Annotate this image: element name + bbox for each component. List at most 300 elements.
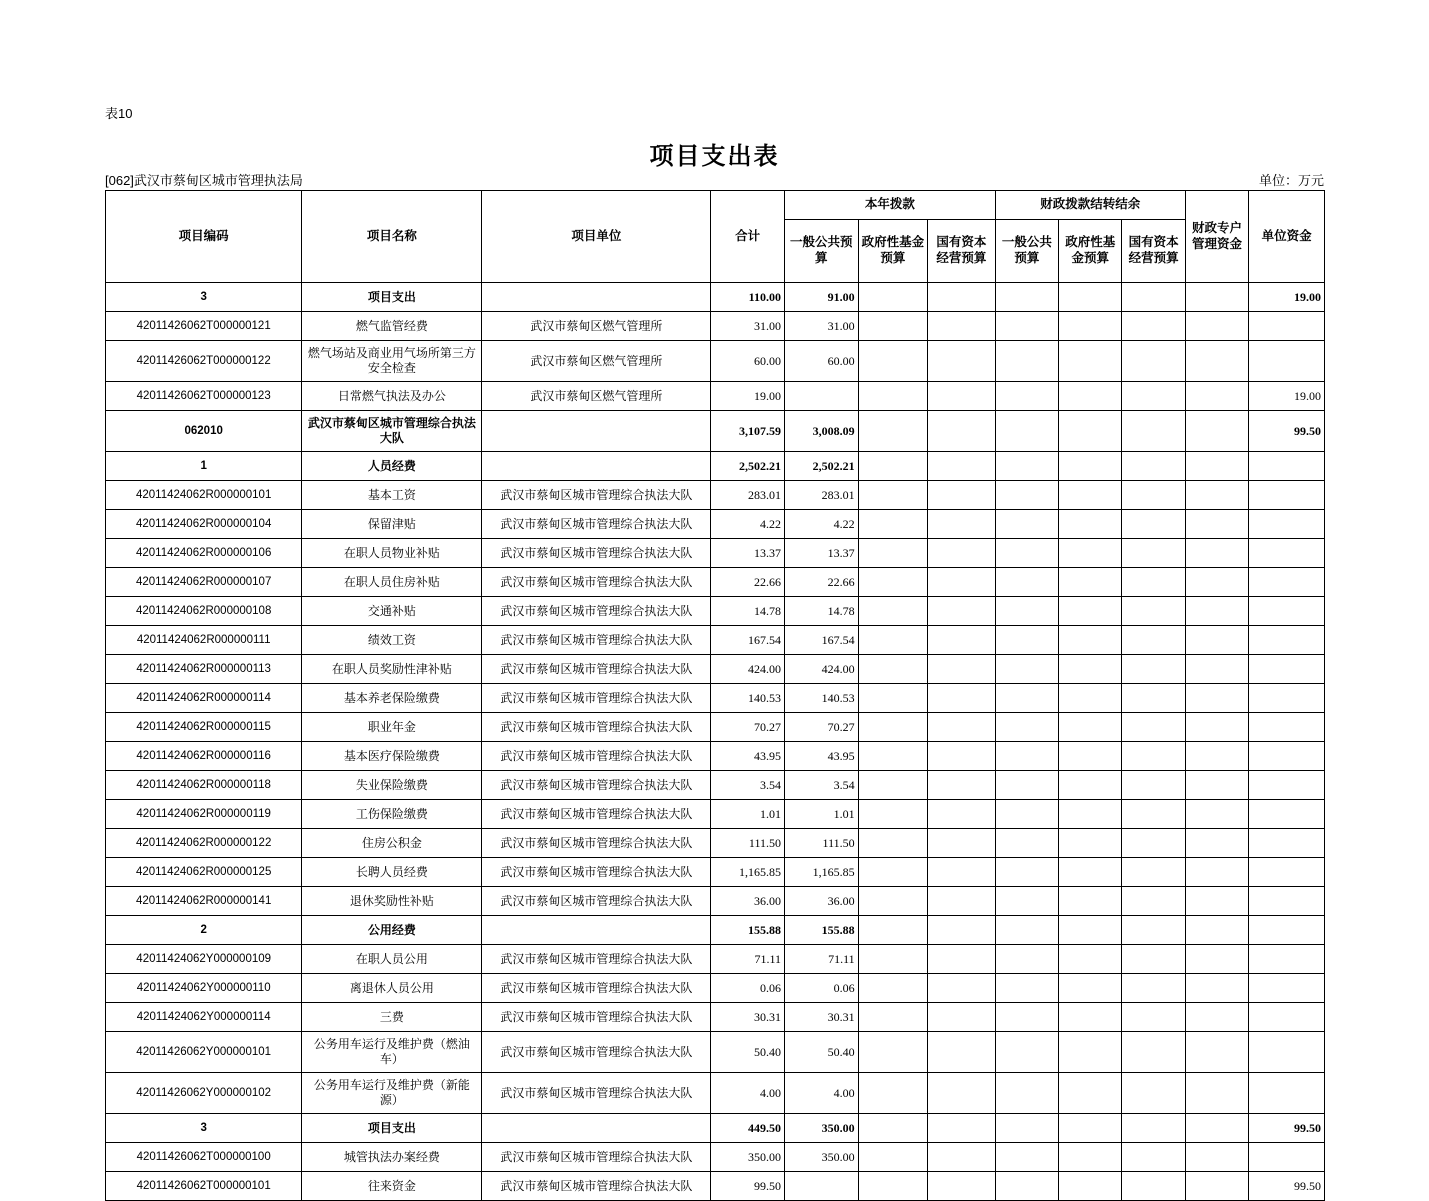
cell-soe-capital-budget-carryover [1122, 1073, 1185, 1114]
cell-soe-capital-budget [928, 568, 996, 597]
cell-gov-fund-budget [858, 1003, 928, 1032]
cell-project-name: 基本养老保险缴费 [302, 684, 482, 713]
cell-general-public-budget: 350.00 [785, 1114, 859, 1143]
cell-general-public-budget: 30.31 [785, 1003, 859, 1032]
cell-special-account [1185, 1003, 1248, 1032]
cell-general-public-budget-carryover [995, 713, 1058, 742]
cell-gov-fund-budget [858, 771, 928, 800]
cell-project-unit: 武汉市蔡甸区城市管理综合执法大队 [482, 1073, 711, 1114]
cell-total: 350.00 [711, 1143, 785, 1172]
cell-soe-capital-budget-carryover [1122, 568, 1185, 597]
cell-total: 1,165.85 [711, 858, 785, 887]
cell-soe-capital-budget [928, 510, 996, 539]
cell-project-unit: 武汉市蔡甸区城市管理综合执法大队 [482, 858, 711, 887]
cell-gov-fund-budget [858, 539, 928, 568]
cell-own-funds [1249, 1003, 1325, 1032]
cell-own-funds: 19.00 [1249, 283, 1325, 312]
table-row [106, 312, 1325, 341]
cell-general-public-budget-carryover [995, 829, 1058, 858]
cell-general-public-budget-carryover [995, 452, 1058, 481]
cell-project-unit: 武汉市蔡甸区城市管理综合执法大队 [482, 945, 711, 974]
cell-project-name: 人员经费 [302, 452, 482, 481]
cell-special-account [1185, 312, 1248, 341]
cell-gov-fund-budget-carryover [1059, 1003, 1122, 1032]
cell-project-code: 42011424062Y000000109 [106, 945, 302, 974]
cell-project-unit: 武汉市蔡甸区城市管理综合执法大队 [482, 713, 711, 742]
cell-total: 3.54 [711, 771, 785, 800]
table-row [106, 452, 1325, 481]
cell-soe-capital-budget-carryover [1122, 626, 1185, 655]
cell-gov-fund-budget [858, 916, 928, 945]
cell-project-unit: 武汉市蔡甸区城市管理综合执法大队 [482, 684, 711, 713]
cell-gov-fund-budget-carryover [1059, 742, 1122, 771]
cell-project-name: 项目支出 [302, 283, 482, 312]
cell-special-account [1185, 510, 1248, 539]
cell-total: 13.37 [711, 539, 785, 568]
cell-soe-capital-budget-carryover [1122, 829, 1185, 858]
cell-own-funds [1249, 742, 1325, 771]
cell-project-unit: 武汉市蔡甸区燃气管理所 [482, 341, 711, 382]
cell-general-public-budget-carryover [995, 1172, 1058, 1201]
cell-own-funds [1249, 1073, 1325, 1114]
cell-general-public-budget: 36.00 [785, 887, 859, 916]
cell-own-funds: 99.50 [1249, 1172, 1325, 1201]
cell-gov-fund-budget [858, 312, 928, 341]
cell-soe-capital-budget [928, 974, 996, 1003]
cell-total: 19.00 [711, 382, 785, 411]
cell-soe-capital-budget [928, 887, 996, 916]
cell-general-public-budget [785, 382, 859, 411]
cell-general-public-budget: 111.50 [785, 829, 859, 858]
cell-gov-fund-budget-carryover [1059, 411, 1122, 452]
cell-project-name: 绩效工资 [302, 626, 482, 655]
table-row [106, 481, 1325, 510]
cell-project-unit: 武汉市蔡甸区城市管理综合执法大队 [482, 800, 711, 829]
cell-total: 43.95 [711, 742, 785, 771]
cell-total: 14.78 [711, 597, 785, 626]
cell-soe-capital-budget-carryover [1122, 655, 1185, 684]
cell-gov-fund-budget-carryover [1059, 481, 1122, 510]
cell-gov-fund-budget [858, 713, 928, 742]
cell-gov-fund-budget [858, 1172, 928, 1201]
cell-own-funds: 19.00 [1249, 382, 1325, 411]
cell-project-unit: 武汉市蔡甸区城市管理综合执法大队 [482, 539, 711, 568]
cell-gov-fund-budget-carryover [1059, 887, 1122, 916]
cell-general-public-budget-carryover [995, 382, 1058, 411]
cell-general-public-budget: 140.53 [785, 684, 859, 713]
cell-project-name: 燃气监管经费 [302, 312, 482, 341]
cell-special-account [1185, 568, 1248, 597]
cell-project-unit [482, 452, 711, 481]
cell-gov-fund-budget [858, 1143, 928, 1172]
cell-general-public-budget-carryover [995, 626, 1058, 655]
cell-project-name: 在职人员奖励性津补贴 [302, 655, 482, 684]
cell-project-unit: 武汉市蔡甸区城市管理综合执法大队 [482, 742, 711, 771]
cell-project-name: 基本工资 [302, 481, 482, 510]
cell-project-code: 42011424062R000000119 [106, 800, 302, 829]
cell-general-public-budget: 70.27 [785, 713, 859, 742]
cell-soe-capital-budget [928, 481, 996, 510]
col-own-funds: 单位资金 [1249, 191, 1325, 283]
cell-general-public-budget-carryover [995, 312, 1058, 341]
table-header [106, 191, 1325, 283]
cell-general-public-budget: 3.54 [785, 771, 859, 800]
cell-gov-fund-budget [858, 597, 928, 626]
cell-soe-capital-budget-carryover [1122, 452, 1185, 481]
cell-own-funds [1249, 312, 1325, 341]
cell-gov-fund-budget [858, 382, 928, 411]
cell-own-funds [1249, 713, 1325, 742]
cell-project-unit: 武汉市蔡甸区城市管理综合执法大队 [482, 481, 711, 510]
cell-project-unit [482, 1114, 711, 1143]
cell-general-public-budget: 2,502.21 [785, 452, 859, 481]
table-row [106, 1003, 1325, 1032]
cell-general-public-budget-carryover [995, 1073, 1058, 1114]
cell-project-name: 公务用车运行及维护费（新能源） [302, 1073, 482, 1114]
cell-soe-capital-budget-carryover [1122, 411, 1185, 452]
cell-gov-fund-budget-carryover [1059, 312, 1122, 341]
cell-special-account [1185, 916, 1248, 945]
table-row [106, 887, 1325, 916]
cell-soe-capital-budget-carryover [1122, 1032, 1185, 1073]
cell-special-account [1185, 771, 1248, 800]
cell-gov-fund-budget [858, 655, 928, 684]
table-row [106, 411, 1325, 452]
cell-gov-fund-budget-carryover [1059, 1032, 1122, 1073]
cell-general-public-budget-carryover [995, 742, 1058, 771]
cell-special-account [1185, 858, 1248, 887]
cell-own-funds [1249, 771, 1325, 800]
cell-gov-fund-budget-carryover [1059, 452, 1122, 481]
cell-soe-capital-budget [928, 1003, 996, 1032]
col-group-current-year: 本年拨款 [785, 191, 996, 220]
cell-soe-capital-budget [928, 655, 996, 684]
sheet-label: 表10 [105, 106, 133, 121]
cell-project-unit: 武汉市蔡甸区城市管理综合执法大队 [482, 1003, 711, 1032]
cell-soe-capital-budget [928, 916, 996, 945]
cell-soe-capital-budget-carryover [1122, 481, 1185, 510]
cell-total: 283.01 [711, 481, 785, 510]
cell-soe-capital-budget-carryover [1122, 1172, 1185, 1201]
cell-project-code: 42011424062R000000114 [106, 684, 302, 713]
project-expenditure-table [105, 190, 1325, 1201]
cell-own-funds [1249, 974, 1325, 1003]
cell-own-funds [1249, 481, 1325, 510]
cell-gov-fund-budget-carryover [1059, 1143, 1122, 1172]
cell-project-code: 42011424062R000000106 [106, 539, 302, 568]
table-row [106, 713, 1325, 742]
table-row [106, 655, 1325, 684]
cell-project-unit: 武汉市蔡甸区城市管理综合执法大队 [482, 568, 711, 597]
cell-project-name: 工伤保险缴费 [302, 800, 482, 829]
cell-special-account [1185, 539, 1248, 568]
cell-soe-capital-budget [928, 713, 996, 742]
table-row [106, 341, 1325, 382]
cell-own-funds: 99.50 [1249, 411, 1325, 452]
cell-gov-fund-budget-carryover [1059, 568, 1122, 597]
cell-general-public-budget: 424.00 [785, 655, 859, 684]
cell-soe-capital-budget [928, 411, 996, 452]
table-row [106, 626, 1325, 655]
cell-project-unit: 武汉市蔡甸区城市管理综合执法大队 [482, 1172, 711, 1201]
table-row [106, 568, 1325, 597]
cell-gov-fund-budget-carryover [1059, 829, 1122, 858]
cell-project-name: 城管执法办案经费 [302, 1143, 482, 1172]
col-soe-capital-budget-carryover: 国有资本经营预算 [1122, 220, 1185, 283]
cell-gov-fund-budget-carryover [1059, 382, 1122, 411]
cell-total: 36.00 [711, 887, 785, 916]
cell-soe-capital-budget [928, 684, 996, 713]
cell-gov-fund-budget [858, 626, 928, 655]
table-body [106, 283, 1325, 1201]
cell-gov-fund-budget-carryover [1059, 684, 1122, 713]
table-row [106, 742, 1325, 771]
cell-special-account [1185, 713, 1248, 742]
cell-project-name: 在职人员物业补贴 [302, 539, 482, 568]
cell-total: 1.01 [711, 800, 785, 829]
cell-project-code: 42011424062Y000000114 [106, 1003, 302, 1032]
table-row [106, 974, 1325, 1003]
cell-gov-fund-budget-carryover [1059, 626, 1122, 655]
cell-general-public-budget: 60.00 [785, 341, 859, 382]
cell-special-account [1185, 452, 1248, 481]
cell-soe-capital-budget-carryover [1122, 800, 1185, 829]
table-row [106, 539, 1325, 568]
col-project-code: 项目编码 [106, 191, 302, 283]
cell-project-name: 项目支出 [302, 1114, 482, 1143]
cell-gov-fund-budget [858, 568, 928, 597]
cell-special-account [1185, 974, 1248, 1003]
cell-general-public-budget: 14.78 [785, 597, 859, 626]
cell-project-code: 42011426062T000000101 [106, 1172, 302, 1201]
cell-total: 167.54 [711, 626, 785, 655]
cell-special-account [1185, 481, 1248, 510]
cell-general-public-budget-carryover [995, 771, 1058, 800]
table-row [106, 1172, 1325, 1201]
cell-general-public-budget: 50.40 [785, 1032, 859, 1073]
cell-special-account [1185, 800, 1248, 829]
cell-gov-fund-budget-carryover [1059, 713, 1122, 742]
cell-project-code: 062010 [106, 411, 302, 452]
cell-gov-fund-budget-carryover [1059, 858, 1122, 887]
col-soe-capital-budget: 国有资本经营预算 [928, 220, 996, 283]
cell-general-public-budget-carryover [995, 597, 1058, 626]
cell-project-name: 在职人员住房补贴 [302, 568, 482, 597]
cell-soe-capital-budget-carryover [1122, 887, 1185, 916]
cell-project-code: 42011424062Y000000110 [106, 974, 302, 1003]
cell-own-funds [1249, 655, 1325, 684]
cell-general-public-budget: 155.88 [785, 916, 859, 945]
cell-project-code: 42011424062R000000118 [106, 771, 302, 800]
cell-total: 111.50 [711, 829, 785, 858]
cell-project-code: 42011424062R000000115 [106, 713, 302, 742]
cell-project-name: 交通补贴 [302, 597, 482, 626]
cell-general-public-budget-carryover [995, 800, 1058, 829]
cell-gov-fund-budget [858, 742, 928, 771]
cell-project-unit: 武汉市蔡甸区城市管理综合执法大队 [482, 626, 711, 655]
department-label: [062]武汉市蔡甸区城市管理执法局 [105, 173, 303, 188]
cell-soe-capital-budget [928, 452, 996, 481]
cell-soe-capital-budget [928, 742, 996, 771]
table-row [106, 1073, 1325, 1114]
cell-general-public-budget: 91.00 [785, 283, 859, 312]
cell-project-unit: 武汉市蔡甸区城市管理综合执法大队 [482, 655, 711, 684]
cell-general-public-budget: 1,165.85 [785, 858, 859, 887]
cell-total: 71.11 [711, 945, 785, 974]
cell-general-public-budget-carryover [995, 539, 1058, 568]
cell-project-code: 42011426062Y000000101 [106, 1032, 302, 1073]
cell-project-name: 往来资金 [302, 1172, 482, 1201]
cell-project-code: 42011424062R000000104 [106, 510, 302, 539]
cell-gov-fund-budget-carryover [1059, 1073, 1122, 1114]
cell-general-public-budget: 3,008.09 [785, 411, 859, 452]
cell-project-unit [482, 411, 711, 452]
cell-gov-fund-budget-carryover [1059, 341, 1122, 382]
cell-general-public-budget-carryover [995, 341, 1058, 382]
cell-own-funds [1249, 829, 1325, 858]
cell-project-name: 公务用车运行及维护费（燃油车） [302, 1032, 482, 1073]
col-general-public-budget-carryover: 一般公共预算 [995, 220, 1058, 283]
cell-general-public-budget: 350.00 [785, 1143, 859, 1172]
cell-soe-capital-budget [928, 539, 996, 568]
cell-general-public-budget-carryover [995, 945, 1058, 974]
cell-project-unit: 武汉市蔡甸区城市管理综合执法大队 [482, 597, 711, 626]
cell-gov-fund-budget [858, 829, 928, 858]
cell-soe-capital-budget-carryover [1122, 713, 1185, 742]
cell-gov-fund-budget-carryover [1059, 771, 1122, 800]
cell-special-account [1185, 341, 1248, 382]
cell-special-account [1185, 283, 1248, 312]
cell-soe-capital-budget-carryover [1122, 945, 1185, 974]
cell-special-account [1185, 829, 1248, 858]
cell-general-public-budget-carryover [995, 1032, 1058, 1073]
cell-gov-fund-budget-carryover [1059, 283, 1122, 312]
cell-project-code: 42011426062T000000121 [106, 312, 302, 341]
cell-soe-capital-budget [928, 858, 996, 887]
cell-project-name: 离退休人员公用 [302, 974, 482, 1003]
table-row [106, 1114, 1325, 1143]
cell-general-public-budget: 22.66 [785, 568, 859, 597]
cell-project-code: 3 [106, 1114, 302, 1143]
cell-general-public-budget: 1.01 [785, 800, 859, 829]
cell-project-name: 武汉市蔡甸区城市管理综合执法大队 [302, 411, 482, 452]
cell-soe-capital-budget-carryover [1122, 858, 1185, 887]
cell-general-public-budget-carryover [995, 916, 1058, 945]
table-row [106, 800, 1325, 829]
cell-soe-capital-budget-carryover [1122, 684, 1185, 713]
cell-soe-capital-budget-carryover [1122, 510, 1185, 539]
cell-general-public-budget-carryover [995, 283, 1058, 312]
cell-project-unit [482, 916, 711, 945]
cell-project-unit: 武汉市蔡甸区城市管理综合执法大队 [482, 829, 711, 858]
cell-special-account [1185, 1073, 1248, 1114]
cell-total: 2,502.21 [711, 452, 785, 481]
cell-soe-capital-budget [928, 800, 996, 829]
cell-special-account [1185, 1143, 1248, 1172]
cell-special-account [1185, 1114, 1248, 1143]
col-gov-fund-budget: 政府性基金预算 [858, 220, 928, 283]
cell-gov-fund-budget-carryover [1059, 945, 1122, 974]
cell-soe-capital-budget [928, 1073, 996, 1114]
cell-total: 155.88 [711, 916, 785, 945]
table-row [106, 283, 1325, 312]
cell-project-name: 退休奖励性补贴 [302, 887, 482, 916]
cell-general-public-budget-carryover [995, 411, 1058, 452]
table-row [106, 858, 1325, 887]
cell-soe-capital-budget-carryover [1122, 341, 1185, 382]
cell-special-account [1185, 742, 1248, 771]
cell-project-code: 3 [106, 283, 302, 312]
cell-general-public-budget-carryover [995, 481, 1058, 510]
cell-soe-capital-budget-carryover [1122, 382, 1185, 411]
cell-soe-capital-budget-carryover [1122, 539, 1185, 568]
cell-total: 0.06 [711, 974, 785, 1003]
cell-total: 50.40 [711, 1032, 785, 1073]
cell-soe-capital-budget [928, 626, 996, 655]
cell-total: 30.31 [711, 1003, 785, 1032]
cell-own-funds [1249, 452, 1325, 481]
cell-total: 22.66 [711, 568, 785, 597]
cell-project-unit: 武汉市蔡甸区城市管理综合执法大队 [482, 887, 711, 916]
col-total: 合计 [711, 191, 785, 283]
cell-project-name: 住房公积金 [302, 829, 482, 858]
cell-own-funds [1249, 1143, 1325, 1172]
cell-project-code: 42011426062T000000100 [106, 1143, 302, 1172]
cell-total: 31.00 [711, 312, 785, 341]
table-row [106, 1143, 1325, 1172]
cell-special-account [1185, 945, 1248, 974]
cell-own-funds [1249, 341, 1325, 382]
cell-general-public-budget-carryover [995, 655, 1058, 684]
cell-general-public-budget: 283.01 [785, 481, 859, 510]
cell-project-name: 日常燃气执法及办公 [302, 382, 482, 411]
cell-project-code: 2 [106, 916, 302, 945]
cell-project-name: 保留津贴 [302, 510, 482, 539]
cell-project-name: 在职人员公用 [302, 945, 482, 974]
cell-project-code: 42011424062R000000111 [106, 626, 302, 655]
cell-project-name: 失业保险缴费 [302, 771, 482, 800]
col-gov-fund-budget-carryover: 政府性基金预算 [1059, 220, 1122, 283]
cell-special-account [1185, 626, 1248, 655]
cell-project-code: 42011424062R000000113 [106, 655, 302, 684]
cell-own-funds [1249, 684, 1325, 713]
cell-total: 3,107.59 [711, 411, 785, 452]
cell-gov-fund-budget-carryover [1059, 1172, 1122, 1201]
cell-project-name: 长聘人员经费 [302, 858, 482, 887]
col-project-name: 项目名称 [302, 191, 482, 283]
table-row [106, 916, 1325, 945]
cell-soe-capital-budget-carryover [1122, 1114, 1185, 1143]
cell-soe-capital-budget-carryover [1122, 742, 1185, 771]
cell-total: 110.00 [711, 283, 785, 312]
cell-project-unit: 武汉市蔡甸区城市管理综合执法大队 [482, 510, 711, 539]
cell-gov-fund-budget [858, 684, 928, 713]
cell-project-code: 42011426062T000000123 [106, 382, 302, 411]
cell-own-funds [1249, 597, 1325, 626]
cell-project-code: 1 [106, 452, 302, 481]
cell-own-funds [1249, 800, 1325, 829]
cell-general-public-budget-carryover [995, 684, 1058, 713]
cell-special-account [1185, 655, 1248, 684]
cell-own-funds: 99.50 [1249, 1114, 1325, 1143]
cell-gov-fund-budget [858, 1073, 928, 1114]
cell-soe-capital-budget [928, 1172, 996, 1201]
cell-special-account [1185, 597, 1248, 626]
cell-project-code: 42011424062R000000108 [106, 597, 302, 626]
table-row [106, 684, 1325, 713]
cell-project-name: 职业年金 [302, 713, 482, 742]
cell-project-code: 42011424062R000000116 [106, 742, 302, 771]
